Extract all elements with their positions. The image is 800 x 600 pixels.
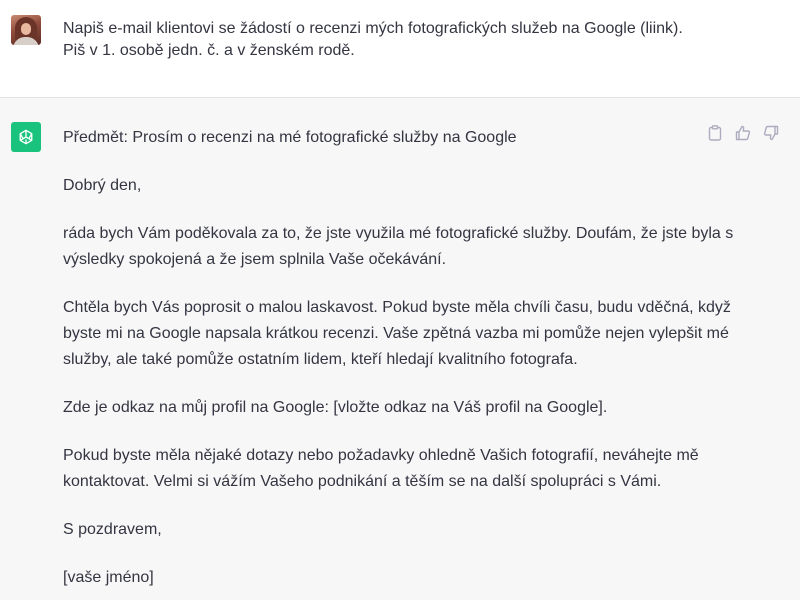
user-prompt-line-2: Piš v 1. osobě jedn. č. a v ženském rodě. <box>63 42 355 59</box>
email-paragraph-2: Chtěla bych Vás poprosit o malou laskavost. Pokud byste měla chvíli času, budu vděčná, když byste mi na Google napsala krátkou recenzi. Vaše zpětná vazba mi pomůže nejen vylepšit mé služby, ale také pomůže ostatním lidem, kteří hledají kvalitního fotografa. <box>63 299 731 368</box>
thumbs-down-icon[interactable] <box>762 124 780 142</box>
assistant-message <box>0 98 800 600</box>
user-message <box>0 0 800 98</box>
email-paragraph-4: Pokud byste měla nějaké dotazy nebo požadavky ohledně Vašich fotografií, neváhejte mě kontaktovat. Velmi si vážím Vašeho podnikání a těším se na další spolupráci s Vámi. <box>63 447 699 490</box>
email-paragraph-3: Zde je odkaz na můj profil na Google: [vložte odkaz na Váš profil na Google]. <box>63 399 608 416</box>
email-greeting: Dobrý den, <box>63 177 142 194</box>
email-closing: S pozdravem, <box>63 521 162 538</box>
user-message-text <box>63 18 763 62</box>
email-paragraph-1: ráda bych Vám poděkovala za to, že jste využila mé fotografické služby. Doufám, že jste byla s výsledky spokojená a že jsem splnila Vaše očekávání. <box>63 225 734 268</box>
email-signature: [vaše jméno] <box>63 569 154 586</box>
openai-logo-icon <box>11 122 41 152</box>
user-avatar <box>11 15 41 45</box>
assistant-message-text <box>63 125 743 600</box>
email-subject: Předmět: Prosím o recenzi na mé fotografické služby na Google <box>63 129 517 146</box>
user-prompt-line-1: Napiš e-mail klientovi se žádostí o recenzi mých fotografických služeb na Google (liink). <box>63 20 683 37</box>
